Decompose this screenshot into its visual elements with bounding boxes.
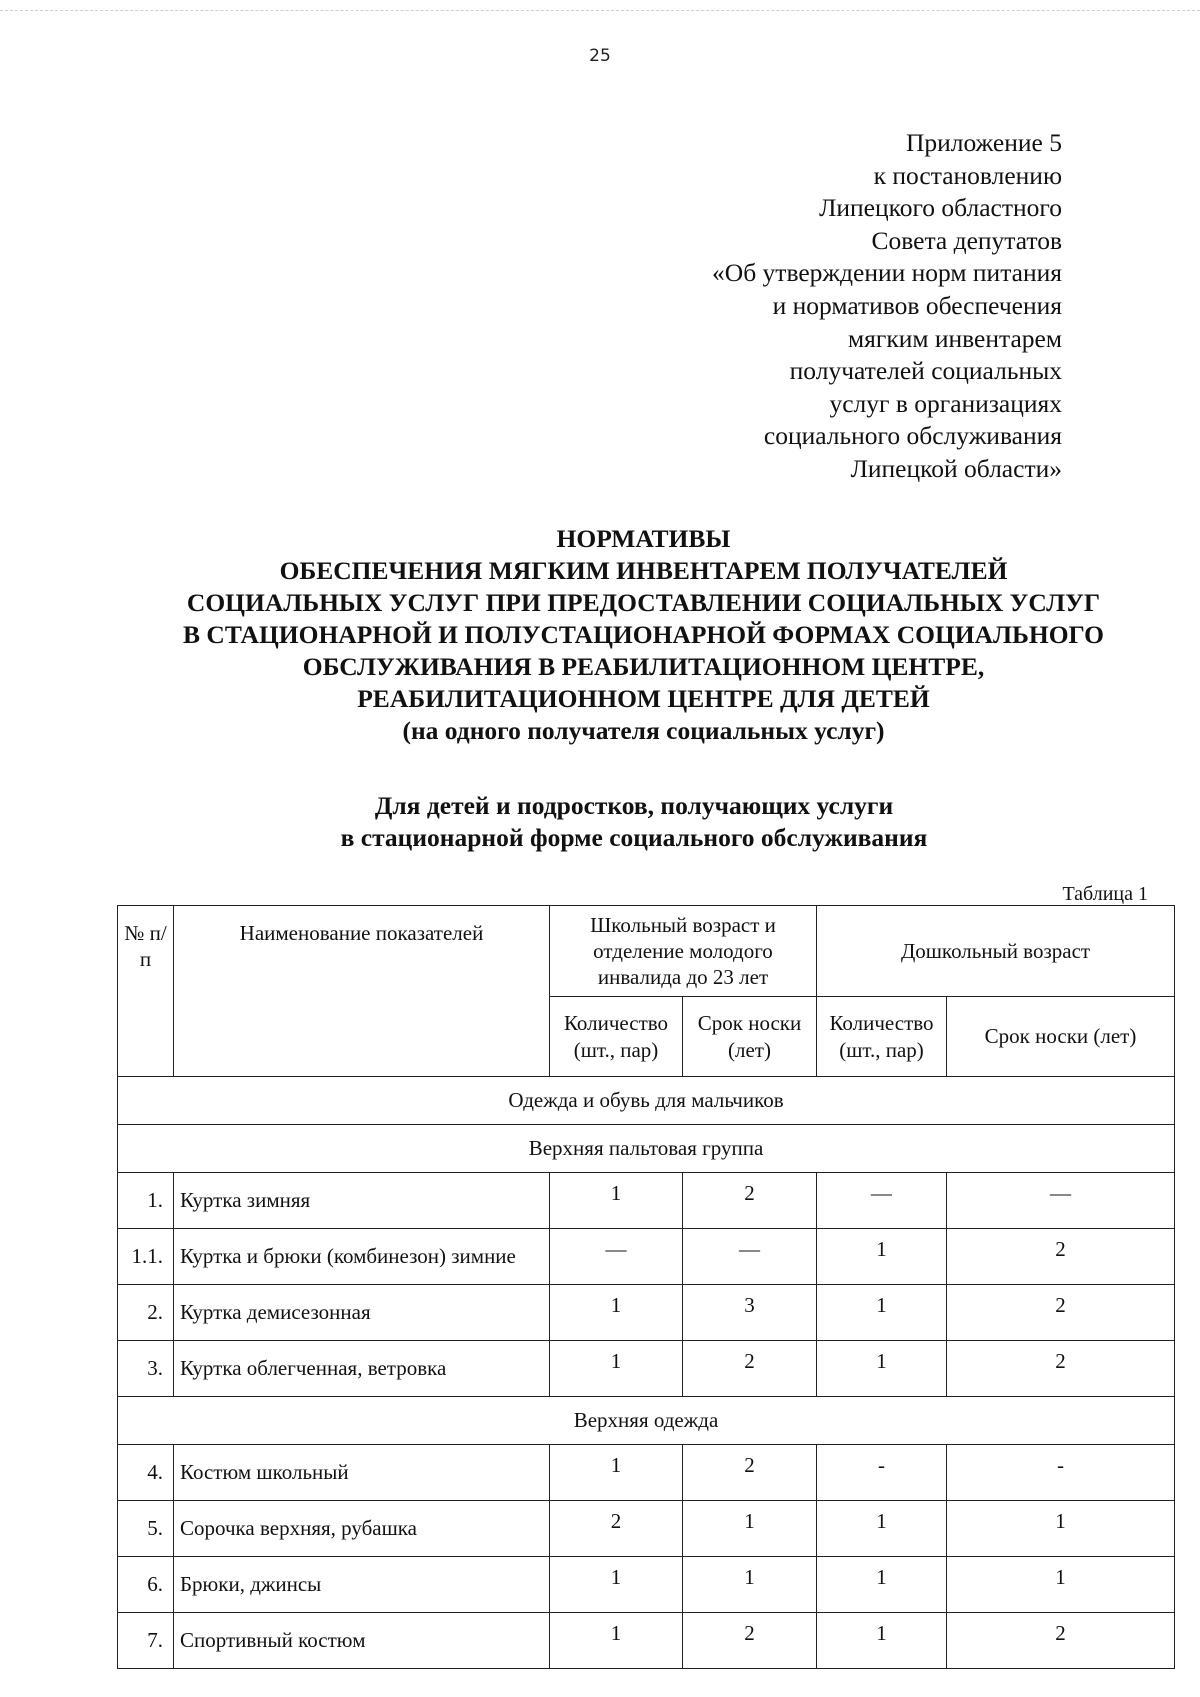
row-number: 6. xyxy=(118,1557,174,1613)
preschool-wear-period: 2 xyxy=(947,1285,1175,1341)
school-wear-period: 1 xyxy=(683,1501,817,1557)
school-wear-period: 2 xyxy=(683,1173,817,1229)
row-name: Куртка зимняя xyxy=(174,1173,550,1229)
title-line: ОБСЛУЖИВАНИЯ В РЕАБИЛИТАЦИОННОМ ЦЕНТРЕ, xyxy=(302,652,985,681)
row-number: 1. xyxy=(118,1173,174,1229)
school-quantity: 1 xyxy=(550,1557,683,1613)
school-quantity: 1 xyxy=(550,1613,683,1669)
row-number: 2. xyxy=(118,1285,174,1341)
appendix-line: к постановлению xyxy=(873,160,1062,190)
appendix-line: и нормативов обеспечения xyxy=(772,290,1062,320)
preschool-quantity: 1 xyxy=(817,1613,947,1669)
title-line: НОРМАТИВЫ xyxy=(556,524,731,553)
header-name: Наименование показателей xyxy=(174,906,550,1077)
preschool-quantity: - xyxy=(817,1445,947,1501)
appendix-line: «Об утверждении норм питания xyxy=(712,258,1062,288)
preschool-wear-period: 2 xyxy=(947,1613,1175,1669)
section-outerwear: Верхняя одежда xyxy=(118,1397,1175,1445)
row-number: 4. xyxy=(118,1445,174,1501)
norms-table xyxy=(117,905,1175,1669)
row-name: Куртка облегченная, ветровка xyxy=(174,1341,550,1397)
document-subtitle xyxy=(80,790,1188,854)
table-row xyxy=(118,1173,1175,1229)
appendix-line: услуг в организациях xyxy=(829,388,1062,418)
title-line: РЕАБИЛИТАЦИОННОМ ЦЕНТРЕ ДЛЯ ДЕТЕЙ xyxy=(357,684,930,713)
header-preschool-wear-period: Срок носки (лет) xyxy=(947,997,1175,1077)
page-number: 25 xyxy=(589,46,611,66)
appendix-line: Липецкой области» xyxy=(850,453,1062,483)
preschool-wear-period: — xyxy=(947,1173,1175,1229)
row-name: Куртка демисезонная xyxy=(174,1285,550,1341)
school-quantity: 1 xyxy=(550,1173,683,1229)
school-quantity: — xyxy=(550,1229,683,1285)
section-outer-coat-group: Верхняя пальтовая группа xyxy=(118,1125,1175,1173)
preschool-quantity: 1 xyxy=(817,1285,947,1341)
scan-top-edge xyxy=(0,10,1200,11)
row-number: 7. xyxy=(118,1613,174,1669)
appendix-reference xyxy=(542,127,1062,486)
school-wear-period: 2 xyxy=(683,1445,817,1501)
appendix-line: Приложение 5 xyxy=(906,128,1062,157)
table-row xyxy=(118,1501,1175,1557)
row-number: 1.1. xyxy=(118,1229,174,1285)
title-line: СОЦИАЛЬНЫХ УСЛУГ ПРИ ПРЕДОСТАВЛЕНИИ СОЦИАЛЬНЫХ УСЛУГ xyxy=(186,588,1101,617)
header-school-quantity: Количество (шт., пар) xyxy=(550,997,683,1077)
header-number: № п/п xyxy=(118,906,174,1077)
table-row xyxy=(118,1229,1175,1285)
section-boys-clothing: Одежда и обувь для мальчиков xyxy=(118,1077,1175,1125)
preschool-quantity: — xyxy=(817,1173,947,1229)
row-name: Костюм школьный xyxy=(174,1445,550,1501)
school-quantity: 2 xyxy=(550,1501,683,1557)
appendix-line: Совета депутатов xyxy=(871,225,1062,255)
table-row xyxy=(118,1613,1175,1669)
row-number: 5. xyxy=(118,1501,174,1557)
table-row xyxy=(118,1341,1175,1397)
table-row xyxy=(118,1285,1175,1341)
preschool-wear-period: 1 xyxy=(947,1557,1175,1613)
table-row xyxy=(118,1445,1175,1501)
preschool-quantity: 1 xyxy=(817,1341,947,1397)
school-wear-period: 3 xyxy=(683,1285,817,1341)
appendix-line: Липецкого областного xyxy=(819,193,1062,223)
table-caption: Таблица 1 xyxy=(1062,883,1148,905)
title-line: (на одного получателя социальных услуг) xyxy=(402,716,885,745)
preschool-quantity: 1 xyxy=(817,1557,947,1613)
subtitle-line: в стационарной форме социального обслуживания xyxy=(340,823,928,852)
title-line: ОБЕСПЕЧЕНИЯ МЯГКИМ ИНВЕНТАРЕМ ПОЛУЧАТЕЛЕЙ xyxy=(279,556,1008,585)
row-name: Куртка и брюки (комбинезон) зимние xyxy=(174,1229,550,1285)
school-wear-period: 2 xyxy=(683,1613,817,1669)
school-quantity: 1 xyxy=(550,1445,683,1501)
preschool-wear-period: 2 xyxy=(947,1341,1175,1397)
appendix-line: мягким инвентарем xyxy=(848,323,1062,353)
row-number: 3. xyxy=(118,1341,174,1397)
preschool-wear-period: 2 xyxy=(947,1229,1175,1285)
school-wear-period: 1 xyxy=(683,1557,817,1613)
preschool-quantity: 1 xyxy=(817,1229,947,1285)
row-name: Спортивный костюм xyxy=(174,1613,550,1669)
header-preschool-age: Дошкольный возраст xyxy=(817,906,1175,997)
preschool-quantity: 1 xyxy=(817,1501,947,1557)
row-name: Брюки, джинсы xyxy=(174,1557,550,1613)
header-school-wear-period: Срок носки (лет) xyxy=(683,997,817,1077)
school-wear-period: 2 xyxy=(683,1341,817,1397)
appendix-line: получателей социальных xyxy=(789,356,1062,386)
table-row xyxy=(118,1557,1175,1613)
school-quantity: 1 xyxy=(550,1285,683,1341)
preschool-wear-period: - xyxy=(947,1445,1175,1501)
preschool-wear-period: 1 xyxy=(947,1501,1175,1557)
header-school-age: Школьный возраст и отделение молодого инвалида до 23 лет xyxy=(550,906,817,997)
title-line: В СТАЦИОНАРНОЙ И ПОЛУСТАЦИОНАРНОЙ ФОРМАХ СОЦИАЛЬНОГО xyxy=(183,620,1104,649)
document-title xyxy=(90,523,1197,747)
school-wear-period: — xyxy=(683,1229,817,1285)
row-name: Сорочка верхняя, рубашка xyxy=(174,1501,550,1557)
header-preschool-quantity: Количество (шт., пар) xyxy=(817,997,947,1077)
subtitle-line: Для детей и подростков, получающих услуги xyxy=(374,791,894,820)
appendix-line: социального обслуживания xyxy=(763,421,1062,451)
school-quantity: 1 xyxy=(550,1341,683,1397)
